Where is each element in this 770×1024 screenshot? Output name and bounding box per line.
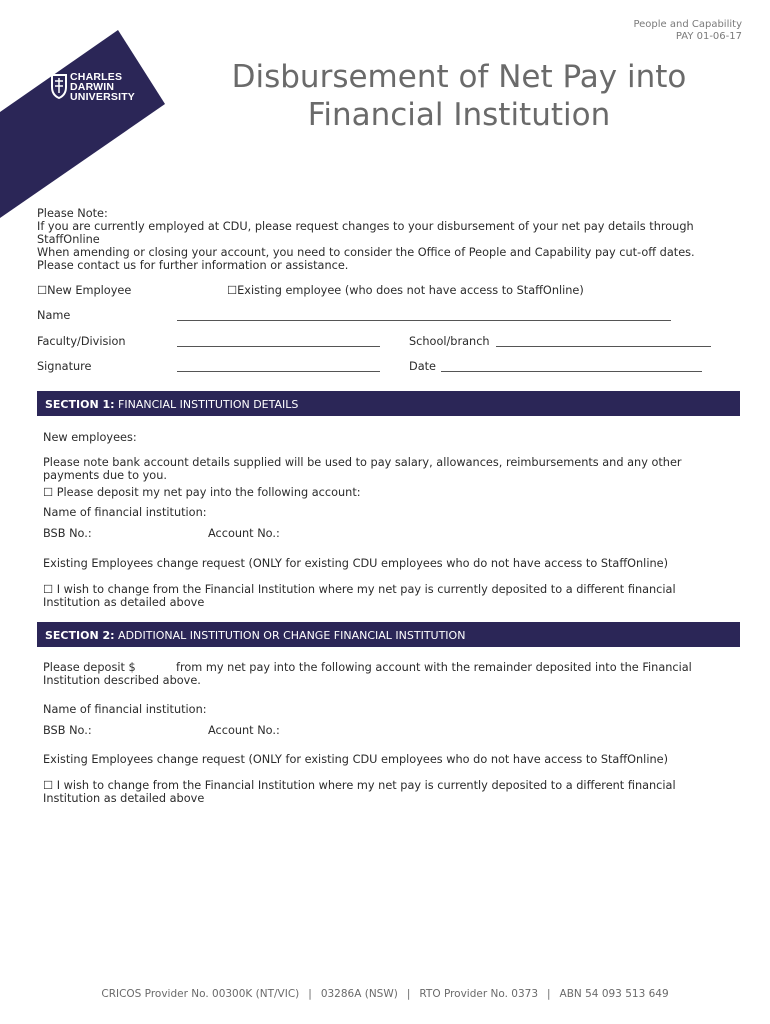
page-title bbox=[195, 58, 723, 134]
footer-nsw: 03286A (NSW) bbox=[320, 988, 398, 1000]
footer-separator: | bbox=[547, 988, 551, 1000]
department-name: People and Capability bbox=[633, 19, 742, 30]
school-input-line[interactable] bbox=[496, 346, 711, 347]
s1-change-checkbox[interactable] bbox=[43, 583, 733, 609]
s2-change-checkbox[interactable] bbox=[43, 779, 733, 805]
footer-rto: RTO Provider No. 0373 bbox=[419, 988, 538, 1000]
deposit-amount-prefix: Please deposit $ bbox=[43, 661, 136, 674]
s2-account-label: Account No.: bbox=[208, 724, 280, 737]
s2-institution-name-label: Name of financial institution: bbox=[43, 703, 207, 716]
s1-account-label: Account No.: bbox=[208, 527, 280, 540]
new-employee-checkbox[interactable]: ☐New Employee bbox=[37, 284, 132, 297]
bank-note bbox=[43, 456, 733, 482]
note-block bbox=[37, 207, 737, 272]
s2-change-line-2: Institution as detailed above bbox=[43, 792, 205, 805]
section-1-number: SECTION 1: bbox=[45, 398, 115, 411]
s2-change-line-1: ☐ I wish to change from the Financial Institution where my net pay is currently deposited to a different financial bbox=[43, 779, 676, 792]
s1-existing-request-text: Existing Employees change request (ONLY for existing CDU employees who do not have access to StaffOnline) bbox=[43, 557, 668, 570]
footer-cricos: CRICOS Provider No. 00300K (NT/VIC) bbox=[101, 988, 300, 1000]
logo-line-3: UNIVERSITY bbox=[70, 91, 136, 103]
s2-existing-request-text: Existing Employees change request (ONLY for existing CDU employees who do not have access to StaffOnline) bbox=[43, 753, 668, 766]
title-line-2: Financial Institution bbox=[307, 97, 611, 133]
date-label: Date bbox=[409, 360, 437, 373]
footer-separator: | bbox=[406, 988, 411, 1000]
footer-abn: ABN 54 093 513 649 bbox=[559, 988, 669, 1000]
footer bbox=[0, 988, 770, 1000]
s2-bsb-label: BSB No.: bbox=[43, 724, 92, 737]
existing-employee-checkbox[interactable]: ☐Existing employee (who does not have access to StaffOnline) bbox=[227, 284, 584, 297]
section-1-header bbox=[37, 391, 740, 416]
deposit-amount-line-2: Institution described above. bbox=[43, 674, 201, 687]
school-label: School/branch bbox=[409, 335, 490, 348]
note-text-3: When amending or closing your account, you need to consider the Office of People and Capability pay cut-off dates. bbox=[37, 246, 695, 259]
faculty-input-line[interactable] bbox=[177, 346, 380, 347]
bank-note-line-2: payments due to you. bbox=[43, 469, 167, 482]
logo-line-2: DARWIN bbox=[70, 81, 115, 93]
note-text-4: Please contact us for further information or assistance. bbox=[37, 259, 349, 272]
section-1-title: FINANCIAL INSTITUTION DETAILS bbox=[118, 398, 299, 411]
note-text-2: StaffOnline bbox=[37, 233, 100, 246]
name-input-line[interactable] bbox=[177, 320, 671, 321]
s1-institution-name-label: Name of financial institution: bbox=[43, 506, 207, 519]
note-text-1: If you are currently employed at CDU, please request changes to your disbursement of your net pay details through bbox=[37, 220, 694, 233]
section-2-number: SECTION 2: bbox=[45, 629, 115, 642]
section-2-title: ADDITIONAL INSTITUTION OR CHANGE FINANCIAL INSTITUTION bbox=[118, 629, 466, 642]
new-employees-heading: New employees: bbox=[43, 431, 137, 444]
note-heading: Please Note: bbox=[37, 207, 108, 220]
name-label: Name bbox=[37, 309, 71, 322]
s1-change-line-2: Institution as detailed above bbox=[43, 596, 205, 609]
deposit-amount-text: from my net pay into the following account with the remainder deposited into the Financial bbox=[176, 661, 692, 674]
section-2-header bbox=[37, 622, 740, 647]
header-block bbox=[633, 19, 742, 43]
date-input-line[interactable] bbox=[441, 371, 702, 372]
document-code: PAY 01-06-17 bbox=[675, 31, 742, 42]
bank-note-line-1: Please note bank account details supplied will be used to pay salary, allowances, reimbursements and any other bbox=[43, 456, 682, 469]
signature-label: Signature bbox=[37, 360, 92, 373]
deposit-net-pay-checkbox[interactable]: ☐ Please deposit my net pay into the following account: bbox=[43, 486, 361, 499]
logo-line-1: CHARLES bbox=[70, 71, 123, 83]
university-logo bbox=[70, 72, 135, 102]
signature-input-line[interactable] bbox=[177, 371, 380, 372]
s1-change-line-1: ☐ I wish to change from the Financial Institution where my net pay is currently deposited to a different financial bbox=[43, 583, 676, 596]
logo-band bbox=[0, 0, 200, 220]
footer-separator: | bbox=[308, 988, 312, 1000]
title-line-1: Disbursement of Net Pay into bbox=[231, 59, 687, 95]
faculty-label: Faculty/Division bbox=[37, 335, 126, 348]
s1-bsb-label: BSB No.: bbox=[43, 527, 92, 540]
university-crest-icon bbox=[50, 73, 68, 99]
